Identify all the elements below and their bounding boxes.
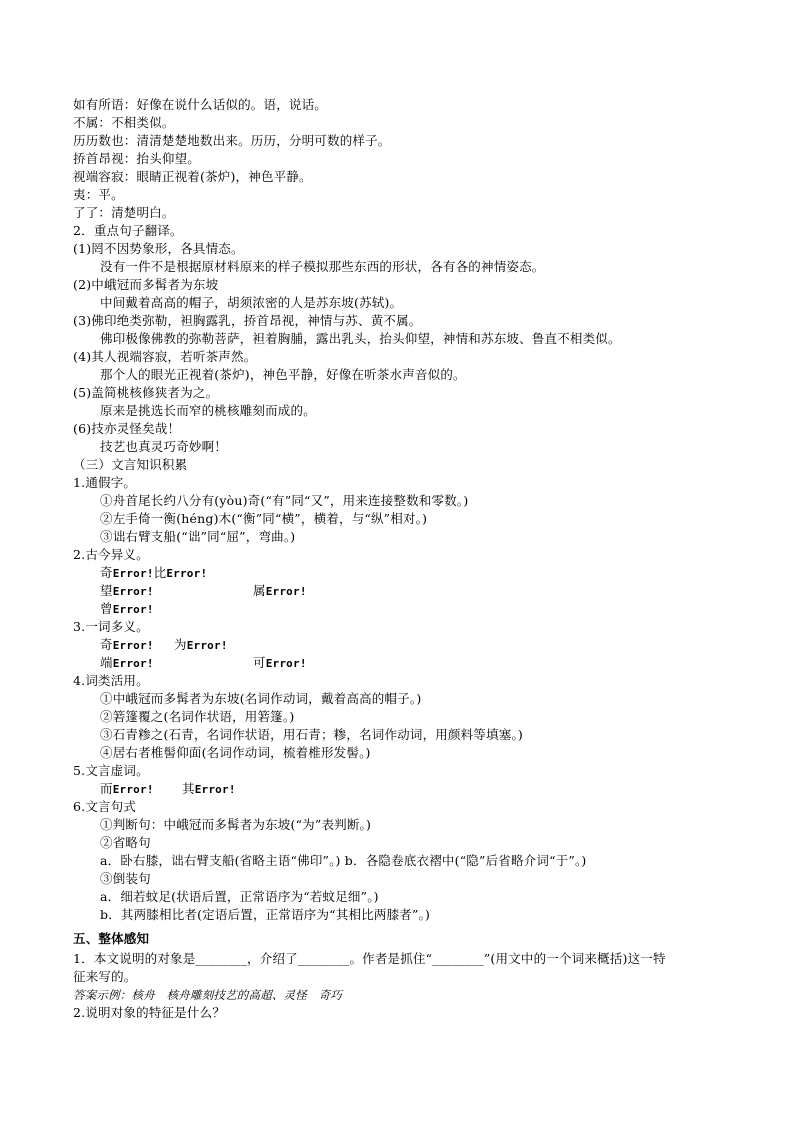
field-error: Error! <box>112 567 154 580</box>
subsection-heading: 3.一词多义。 <box>73 619 149 634</box>
sentence-translation: 那个人的眼光正视着(茶炉)，神色平静，好像在听茶水声音似的。 <box>100 367 466 382</box>
word-label: 比 <box>153 565 167 580</box>
list-item: ③石青糁之(石青，名词作状语，用石青；糁，名词作动词，用颜料等填塞。) <box>100 727 524 742</box>
word-row <box>100 780 154 799</box>
list-item: ③倒装句 <box>100 871 151 886</box>
word-label: 奇 <box>100 565 113 580</box>
word-label: 可 <box>253 655 266 670</box>
gloss-line: 视端容寂：眼睛正视着(茶炉)，神色平静。 <box>73 169 312 184</box>
sentence-original: (4)其人视端容寂，若听茶声然。 <box>73 349 257 364</box>
list-item: ③诎右臂支船(“诎”同“屈”，弯曲。) <box>100 529 296 544</box>
field-error: Error! <box>112 783 154 796</box>
answer-example: 答案示例：核舟 核舟雕刻技艺的高超、灵怪 奇巧 <box>73 988 343 1002</box>
word-label: 为 <box>174 637 187 652</box>
gloss-line: 如有所语：好像在说什么话似的。语，说话。 <box>73 97 328 112</box>
list-item: ①判断句：中峨冠而多髯者为东坡(“为”表判断。) <box>100 817 372 832</box>
word-label: 奇 <box>100 637 113 652</box>
list-item: b．其两膝相比者(定语后置，正常语序为“其相比两膝者”。) <box>100 907 431 922</box>
field-error: Error! <box>166 567 208 580</box>
list-item: ①舟首尾长约八分有(yòu)奇(“有”同“又”，用来连接整数和零数。) <box>100 493 469 508</box>
section-heading: 五、整体感知 <box>73 931 150 946</box>
sentence-translation: 没有一件不是根据原材料原来的样子模拟那些东西的形状，各有各的神情姿态。 <box>100 259 545 274</box>
subsection-heading: 1.通假字。 <box>73 475 137 490</box>
word-row <box>253 582 307 601</box>
question-text: 1．本文说明的对象是________，介绍了________。作者是抓住“________”(用文中的一个词来概括)这一特 <box>73 951 666 966</box>
gloss-line: 夷：平。 <box>73 187 124 202</box>
sentence-original: (5)盖简桃核修狭者为之。 <box>73 385 219 400</box>
list-item: ①中峨冠而多髯者为东坡(名词作动词，戴着高高的帽子。) <box>100 691 422 706</box>
sentence-translation: 原来是挑选长而窄的桃核雕刻而成的。 <box>100 403 316 418</box>
list-item: ②箬篷覆之(名词作状语，用箬篷。) <box>100 709 295 724</box>
sentence-translation: 技艺也真灵巧奇妙啊！ <box>100 439 228 454</box>
list-item: a．卧右膝，诎右臂支船(省略主语“佛印”。) b．各隐卷底衣褶中(“隐”后省略介词“于”。) <box>100 853 587 868</box>
subsection-heading: 2.古今异义。 <box>73 547 149 562</box>
question-text: 2.说明对象的特征是什么？ <box>73 1005 226 1020</box>
word-label: 端 <box>100 655 113 670</box>
field-error: Error! <box>112 657 154 670</box>
word-row <box>100 600 154 619</box>
word-row <box>182 780 236 799</box>
word-label: 其 <box>182 781 195 796</box>
list-item: ②左手倚一衡(héng)木(“衡”同“横”，横着，与“纵”相对。) <box>100 511 428 526</box>
field-error: Error! <box>194 783 236 796</box>
word-row <box>253 654 307 673</box>
list-item: a．细若蚊足(状语后置，正常语序为“若蚊足细”。) <box>100 889 379 904</box>
sentence-translation: 中间戴着高高的帽子，胡须浓密的人是苏东坡(苏轼)。 <box>100 295 403 310</box>
gloss-line: 了了：清楚明白。 <box>73 205 175 220</box>
field-error: Error! <box>112 639 154 652</box>
section-heading: （三）文言知识积累 <box>73 457 188 472</box>
gloss-line: 不属：不相类似。 <box>73 115 175 130</box>
word-row <box>100 582 154 601</box>
section-heading: 2．重点句子翻译。 <box>73 223 183 238</box>
word-label: 属 <box>253 583 266 598</box>
sentence-original: (3)佛印绝类弥勒，袒胸露乳，挢首昂视，神情与苏、黄不属。 <box>73 313 422 328</box>
word-row <box>100 636 154 655</box>
field-error: Error! <box>265 585 307 598</box>
sentence-original: (1)罔不因势象形，各具情态。 <box>73 241 244 256</box>
sentence-original: (2)中峨冠而多髯者为东坡 <box>73 277 219 292</box>
word-row <box>100 564 207 583</box>
subsection-heading: 5.文言虚词。 <box>73 763 149 778</box>
word-label: 望 <box>100 583 113 598</box>
gloss-line: 历历数也：清清楚楚地数出来。历历，分明可数的样子。 <box>73 133 391 148</box>
word-label: 而 <box>100 781 113 796</box>
field-error: Error! <box>112 603 154 616</box>
subsection-heading: 6.文言句式 <box>73 799 137 814</box>
list-item: ②省略句 <box>100 835 151 850</box>
word-row <box>174 636 228 655</box>
sentence-translation: 佛印极像佛教的弥勒菩萨，袒着胸脯，露出乳头，抬头仰望，神情和苏东坡、鲁直不相类似。 <box>100 331 621 346</box>
field-error: Error! <box>112 585 154 598</box>
field-error: Error! <box>265 657 307 670</box>
subsection-heading: 4.词类活用。 <box>73 673 149 688</box>
word-label: 曾 <box>100 601 113 616</box>
gloss-line: 挢首昂视：抬头仰望。 <box>73 151 201 166</box>
sentence-original: (6)技亦灵怪矣哉！ <box>73 421 181 436</box>
field-error: Error! <box>186 639 228 652</box>
list-item: ④居右者椎髻仰面(名词作动词，梳着椎形发髻。) <box>100 745 371 760</box>
word-row <box>100 654 154 673</box>
question-text: 征来写的。 <box>73 969 137 984</box>
